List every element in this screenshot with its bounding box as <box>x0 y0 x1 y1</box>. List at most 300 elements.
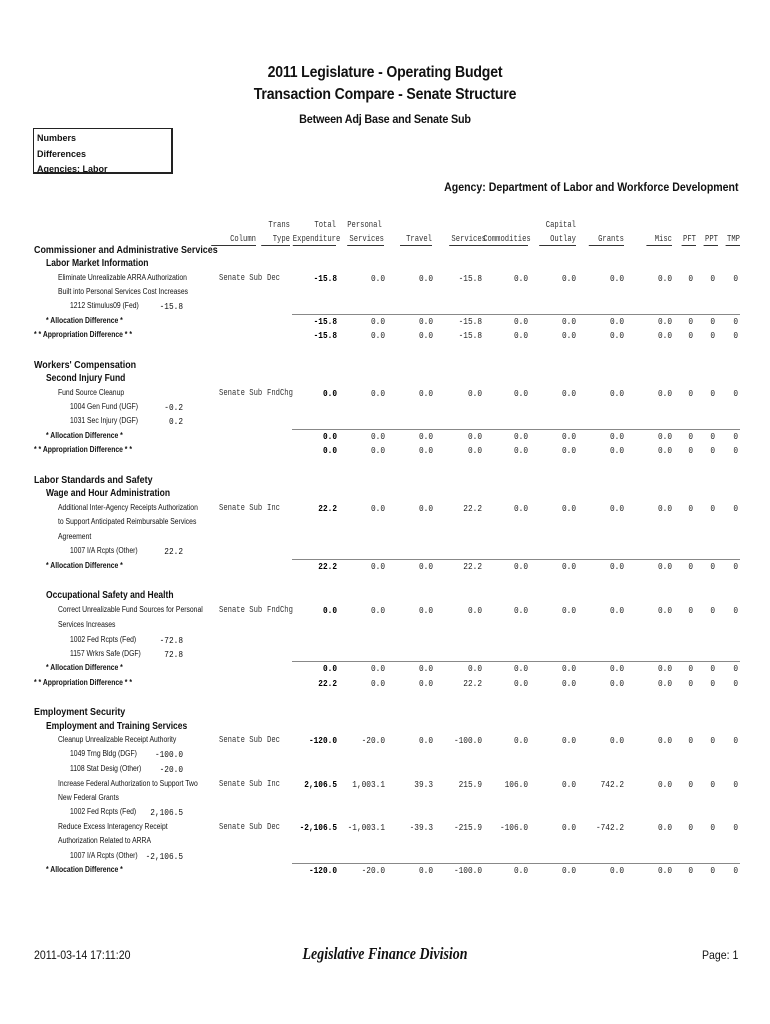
row-label: * Allocation Difference * <box>46 316 123 325</box>
value-pft: 0 <box>688 330 693 341</box>
value-commodities: 0.0 <box>513 388 528 399</box>
value-capital-outlay: 0.0 <box>561 865 576 876</box>
value-capital-outlay: 0.0 <box>561 445 576 456</box>
value-personal-services: 0.0 <box>370 663 385 674</box>
trans-type: FndChg <box>267 605 293 615</box>
value-misc: 0.0 <box>657 779 672 790</box>
value-services: -15.8 <box>458 273 482 284</box>
value-tmp: 0 <box>733 330 738 341</box>
section-heading-row <box>0 590 770 604</box>
row-label: Additional Inter-Agency Receipts Authorization <box>58 503 198 512</box>
value-commodities: -106.0 <box>499 822 528 833</box>
value-personal-services: 0.0 <box>370 605 385 616</box>
allocation-difference-row <box>0 865 770 879</box>
col-header-capital: Capital <box>545 220 576 230</box>
fund-source-amount: -0.2 <box>164 402 183 413</box>
value-personal-services: -20.0 <box>361 865 385 876</box>
value-capital-outlay: 0.0 <box>561 431 576 442</box>
value-commodities: 0.0 <box>513 503 528 514</box>
value-personal-services: 0.0 <box>370 561 385 572</box>
column-name: Senate Sub <box>219 605 263 615</box>
value-travel: 0.0 <box>418 316 433 327</box>
row-label: * * Appropriation Difference * * <box>34 445 132 454</box>
value-grants: 0.0 <box>609 605 624 616</box>
value-ppt: 0 <box>710 822 715 833</box>
value-grants: 0.0 <box>609 663 624 674</box>
value-grants: 0.0 <box>609 330 624 341</box>
transaction-row <box>0 287 770 301</box>
fund-source-amount: 22.2 <box>164 546 183 557</box>
value-commodities: 0.0 <box>513 605 528 616</box>
value-total: 0.0 <box>322 388 337 399</box>
value-ppt: 0 <box>710 316 715 327</box>
row-label: Employment and Training Services <box>46 721 188 732</box>
value-services: -215.9 <box>453 822 482 833</box>
row-label: 1002 Fed Rcpts (Fed) <box>70 635 137 644</box>
col-header-pft: PFT <box>683 234 696 244</box>
value-total: 0.0 <box>322 431 337 442</box>
section-heading-row <box>0 721 770 735</box>
value-pft: 0 <box>688 445 693 456</box>
value-misc: 0.0 <box>657 561 672 572</box>
value-capital-outlay: 0.0 <box>561 735 576 746</box>
value-misc: 0.0 <box>657 678 672 689</box>
value-services: -15.8 <box>458 330 482 341</box>
value-grants: 742.2 <box>600 779 624 790</box>
row-label: Workers' Compensation <box>34 359 137 371</box>
filter-line-agencies: Agencies: Labor <box>37 164 108 174</box>
value-total: 0.0 <box>322 663 337 674</box>
subtotal-rule <box>292 314 740 315</box>
row-label: Eliminate Unrealizable ARRA Authorization <box>58 273 187 282</box>
col-header-services2: Services <box>449 234 486 246</box>
value-personal-services: 0.0 <box>370 678 385 689</box>
value-grants: 0.0 <box>609 503 624 514</box>
value-commodities: 0.0 <box>513 273 528 284</box>
value-misc: 0.0 <box>657 822 672 833</box>
value-tmp: 0 <box>733 735 738 746</box>
row-label: Agreement <box>58 532 92 541</box>
value-tmp: 0 <box>733 431 738 442</box>
transaction-row <box>0 779 770 793</box>
subtotal-rule <box>292 661 740 662</box>
value-grants: 0.0 <box>609 561 624 572</box>
col-header-ppt: PPT <box>705 234 718 244</box>
value-misc: 0.0 <box>657 663 672 674</box>
value-total: -120.0 <box>308 735 337 746</box>
value-ppt: 0 <box>710 330 715 341</box>
value-grants: 0.0 <box>609 865 624 876</box>
agency-title: Agency: Department of Labor and Workforce Development <box>443 180 738 194</box>
value-commodities: 0.0 <box>513 561 528 572</box>
value-capital-outlay: 0.0 <box>561 561 576 572</box>
subtotal-rule <box>292 429 740 430</box>
transaction-row <box>0 822 770 836</box>
fund-source-amount: 0.2 <box>168 416 183 427</box>
value-tmp: 0 <box>733 273 738 284</box>
value-capital-outlay: 0.0 <box>561 822 576 833</box>
value-services: 22.2 <box>463 678 482 689</box>
col-header-personal: Personal <box>347 220 382 230</box>
value-tmp: 0 <box>733 779 738 790</box>
fund-source-amount: -2,106.5 <box>145 851 183 862</box>
transaction-row <box>0 503 770 517</box>
value-services: -100.0 <box>453 735 482 746</box>
value-misc: 0.0 <box>657 445 672 456</box>
section-heading-row <box>0 474 770 488</box>
allocation-difference-row <box>0 316 770 330</box>
row-label: 1031 Sec Injury (DGF) <box>70 416 139 425</box>
value-pft: 0 <box>688 865 693 876</box>
column-name: Senate Sub <box>219 735 263 745</box>
value-travel: 0.0 <box>418 735 433 746</box>
value-pft: 0 <box>688 431 693 442</box>
appropriation-difference-row <box>0 678 770 692</box>
value-grants: 0.0 <box>609 445 624 456</box>
fund-source-amount: -20.0 <box>159 764 183 775</box>
report-subtitle: Transaction Compare - Senate Structure <box>253 86 517 103</box>
value-tmp: 0 <box>733 445 738 456</box>
value-capital-outlay: 0.0 <box>561 663 576 674</box>
col-header-column: Column <box>211 234 256 246</box>
column-name: Senate Sub <box>219 822 263 832</box>
col-header-outlay: Outlay <box>539 234 576 246</box>
transaction-row <box>0 546 770 560</box>
value-commodities: 0.0 <box>513 330 528 341</box>
value-total: -2,106.5 <box>299 822 337 833</box>
section-heading-row <box>0 706 770 720</box>
value-tmp: 0 <box>733 561 738 572</box>
transaction-row <box>0 301 770 315</box>
row-label: 1049 Trng Bldg (DGF) <box>70 749 137 758</box>
value-services: -15.8 <box>458 316 482 327</box>
value-travel: 0.0 <box>418 503 433 514</box>
transaction-row <box>0 793 770 807</box>
row-label: Authorization Related to ARRA <box>58 836 151 845</box>
row-label: 1108 Stat Desig (Other) <box>70 764 142 773</box>
value-tmp: 0 <box>733 678 738 689</box>
value-total: 0.0 <box>322 605 337 616</box>
value-tmp: 0 <box>733 388 738 399</box>
transaction-row <box>0 749 770 763</box>
filter-line-differences: Differences <box>37 148 87 159</box>
value-misc: 0.0 <box>657 735 672 746</box>
row-label: Services Increases <box>58 620 116 629</box>
value-services: 0.0 <box>467 388 482 399</box>
trans-type: Dec <box>267 822 280 832</box>
value-grants: 0.0 <box>609 273 624 284</box>
section-heading-row <box>0 359 770 373</box>
row-label: 1157 Wrkrs Safe (DGF) <box>70 649 141 658</box>
value-tmp: 0 <box>733 865 738 876</box>
row-label: New Federal Grants <box>58 793 119 802</box>
transaction-row <box>0 532 770 546</box>
value-travel: 0.0 <box>418 865 433 876</box>
value-personal-services: 0.0 <box>370 316 385 327</box>
row-label: 1007 I/A Rcpts (Other) <box>70 546 138 555</box>
section-heading-row <box>0 244 770 258</box>
value-total: -120.0 <box>308 865 337 876</box>
value-grants: 0.0 <box>609 735 624 746</box>
row-label: * * Appropriation Difference * * <box>34 678 132 687</box>
trans-type: Dec <box>267 735 280 745</box>
value-misc: 0.0 <box>657 503 672 514</box>
value-services: -100.0 <box>453 865 482 876</box>
value-capital-outlay: 0.0 <box>561 678 576 689</box>
value-capital-outlay: 0.0 <box>561 779 576 790</box>
section-heading-row <box>0 373 770 387</box>
column-name: Senate Sub <box>219 503 263 513</box>
value-travel: 0.0 <box>418 605 433 616</box>
row-label: Employment Security <box>34 706 126 718</box>
value-pft: 0 <box>688 503 693 514</box>
value-total: -15.8 <box>313 330 337 341</box>
appropriation-difference-row <box>0 330 770 344</box>
fund-source-amount: -100.0 <box>154 749 183 760</box>
row-label: Cleanup Unrealizable Receipt Authority <box>58 735 177 744</box>
value-pft: 0 <box>688 316 693 327</box>
value-pft: 0 <box>688 273 693 284</box>
row-label: Reduce Excess Interagency Receipt <box>58 822 168 831</box>
value-services: 22.2 <box>463 561 482 572</box>
value-personal-services: 0.0 <box>370 445 385 456</box>
transaction-row <box>0 764 770 778</box>
row-label: * Allocation Difference * <box>46 663 123 672</box>
value-misc: 0.0 <box>657 431 672 442</box>
row-label: to Support Anticipated Reimbursable Services <box>58 517 197 526</box>
value-grants: 0.0 <box>609 431 624 442</box>
value-capital-outlay: 0.0 <box>561 388 576 399</box>
row-label: Correct Unrealizable Fund Sources for Personal <box>58 605 203 614</box>
value-personal-services: 0.0 <box>370 273 385 284</box>
row-label: * Allocation Difference * <box>46 431 123 440</box>
column-name: Senate Sub <box>219 388 263 398</box>
value-pft: 0 <box>688 822 693 833</box>
value-ppt: 0 <box>710 678 715 689</box>
value-ppt: 0 <box>710 503 715 514</box>
transaction-row <box>0 517 770 531</box>
value-pft: 0 <box>688 663 693 674</box>
row-label: Occupational Safety and Health <box>46 590 174 601</box>
value-total: 0.0 <box>322 445 337 456</box>
fund-source-amount: -15.8 <box>159 301 183 312</box>
transaction-row <box>0 735 770 749</box>
value-total: 22.2 <box>318 561 337 572</box>
value-services: 0.0 <box>467 663 482 674</box>
col-header-commodities: Commodities <box>483 234 531 244</box>
footer-timestamp: 2011-03-14 17:11:20 <box>34 948 131 962</box>
value-tmp: 0 <box>733 605 738 616</box>
value-pft: 0 <box>688 388 693 399</box>
value-commodities: 0.0 <box>513 678 528 689</box>
footer-page-number: Page: 1 <box>701 948 738 962</box>
value-pft: 0 <box>688 605 693 616</box>
value-personal-services: 1,003.1 <box>352 779 385 790</box>
filter-box <box>33 128 173 174</box>
trans-type: FndChg <box>267 388 293 398</box>
row-label: Commissioner and Administrative Services <box>34 244 218 256</box>
transaction-row <box>0 635 770 649</box>
value-tmp: 0 <box>733 822 738 833</box>
col-header-misc: Misc <box>646 234 672 246</box>
transaction-row <box>0 402 770 416</box>
row-label: 1007 I/A Rcpts (Other) <box>70 851 138 860</box>
transaction-row <box>0 388 770 402</box>
appropriation-difference-row <box>0 445 770 459</box>
value-travel: 0.0 <box>418 561 433 572</box>
row-label: 1004 Gen Fund (UGF) <box>70 402 139 411</box>
value-commodities: 0.0 <box>513 445 528 456</box>
trans-type: Dec <box>267 273 280 283</box>
fund-source-amount: 2,106.5 <box>150 807 183 818</box>
transaction-row <box>0 836 770 850</box>
section-heading-row <box>0 488 770 502</box>
row-label: 1002 Fed Rcpts (Fed) <box>70 807 137 816</box>
value-travel: 0.0 <box>418 330 433 341</box>
value-misc: 0.0 <box>657 865 672 876</box>
col-header-travel: Travel <box>400 234 432 246</box>
column-name: Senate Sub <box>219 273 263 283</box>
transaction-row <box>0 605 770 619</box>
col-header-services: Services <box>347 234 384 246</box>
value-travel: -39.3 <box>409 822 433 833</box>
value-personal-services: -20.0 <box>361 735 385 746</box>
transaction-row <box>0 273 770 287</box>
trans-type: Inc <box>267 503 280 513</box>
row-label: * * Appropriation Difference * * <box>34 330 132 339</box>
value-grants: 0.0 <box>609 388 624 399</box>
value-pft: 0 <box>688 561 693 572</box>
value-travel: 39.3 <box>414 779 433 790</box>
value-personal-services: 0.0 <box>370 503 385 514</box>
col-header-expenditure: Expenditure <box>292 234 341 244</box>
transaction-row <box>0 620 770 634</box>
value-services: 22.2 <box>463 503 482 514</box>
value-capital-outlay: 0.0 <box>561 316 576 327</box>
subtotal-rule <box>292 863 740 864</box>
value-commodities: 106.0 <box>504 779 528 790</box>
value-capital-outlay: 0.0 <box>561 273 576 284</box>
col-header-grants: Grants <box>589 234 624 246</box>
value-commodities: 0.0 <box>513 663 528 674</box>
value-grants: -742.2 <box>595 822 624 833</box>
value-pft: 0 <box>688 678 693 689</box>
col-header-total: Total <box>314 220 336 230</box>
allocation-difference-row <box>0 431 770 445</box>
row-label: Built into Personal Services Cost Increases <box>58 287 189 296</box>
value-services: 215.9 <box>458 779 482 790</box>
value-commodities: 0.0 <box>513 431 528 442</box>
row-label: 1212 Stimulus09 (Fed) <box>70 301 139 310</box>
value-services: 0.0 <box>467 605 482 616</box>
value-misc: 0.0 <box>657 330 672 341</box>
allocation-difference-row <box>0 561 770 575</box>
value-total: 22.2 <box>318 678 337 689</box>
row-label: Fund Source Cleanup <box>58 388 125 397</box>
row-label: Wage and Hour Administration <box>46 488 171 499</box>
row-label: * Allocation Difference * <box>46 561 123 570</box>
value-personal-services: 0.0 <box>370 388 385 399</box>
value-total: 2,106.5 <box>304 779 337 790</box>
value-pft: 0 <box>688 779 693 790</box>
row-label: * Allocation Difference * <box>46 865 123 874</box>
row-label: Increase Federal Authorization to Support Two <box>58 779 198 788</box>
value-ppt: 0 <box>710 561 715 572</box>
row-label: Second Injury Fund <box>46 373 126 384</box>
trans-type: Inc <box>267 779 280 789</box>
value-ppt: 0 <box>710 663 715 674</box>
value-total: 22.2 <box>318 503 337 514</box>
value-ppt: 0 <box>710 273 715 284</box>
filter-line-numbers: Numbers <box>37 133 77 143</box>
value-ppt: 0 <box>710 779 715 790</box>
value-personal-services: -1,003.1 <box>347 822 385 833</box>
value-misc: 0.0 <box>657 605 672 616</box>
value-travel: 0.0 <box>418 273 433 284</box>
value-commodities: 0.0 <box>513 735 528 746</box>
value-total: -15.8 <box>313 316 337 327</box>
row-label: Labor Standards and Safety <box>34 474 153 486</box>
col-header-type: Type <box>261 234 290 246</box>
transaction-row <box>0 416 770 430</box>
value-capital-outlay: 0.0 <box>561 330 576 341</box>
column-name: Senate Sub <box>219 779 263 789</box>
value-ppt: 0 <box>710 445 715 456</box>
subtotal-rule <box>292 559 740 560</box>
row-label: Labor Market Information <box>46 258 149 269</box>
value-commodities: 0.0 <box>513 316 528 327</box>
value-travel: 0.0 <box>418 388 433 399</box>
value-ppt: 0 <box>710 605 715 616</box>
section-heading-row <box>0 258 770 272</box>
value-ppt: 0 <box>710 431 715 442</box>
value-services: 0.0 <box>467 445 482 456</box>
value-travel: 0.0 <box>418 445 433 456</box>
value-personal-services: 0.0 <box>370 431 385 442</box>
value-tmp: 0 <box>733 663 738 674</box>
fund-source-amount: -72.8 <box>159 635 183 646</box>
value-travel: 0.0 <box>418 663 433 674</box>
value-travel: 0.0 <box>418 431 433 442</box>
value-tmp: 0 <box>733 503 738 514</box>
value-grants: 0.0 <box>609 678 624 689</box>
value-total: -15.8 <box>313 273 337 284</box>
value-travel: 0.0 <box>418 678 433 689</box>
col-header-tmp: TMP <box>727 234 740 244</box>
value-services: 0.0 <box>467 431 482 442</box>
fund-source-amount: 72.8 <box>164 649 183 660</box>
value-misc: 0.0 <box>657 316 672 327</box>
value-commodities: 0.0 <box>513 865 528 876</box>
value-ppt: 0 <box>710 388 715 399</box>
value-personal-services: 0.0 <box>370 330 385 341</box>
value-capital-outlay: 0.0 <box>561 605 576 616</box>
value-capital-outlay: 0.0 <box>561 503 576 514</box>
report-compare: Between Adj Base and Senate Sub <box>299 112 471 126</box>
value-ppt: 0 <box>710 865 715 876</box>
value-grants: 0.0 <box>609 316 624 327</box>
value-pft: 0 <box>688 735 693 746</box>
col-header-trans: Trans <box>268 220 290 230</box>
footer-division: Legislative Finance Division <box>302 944 468 963</box>
allocation-difference-row <box>0 663 770 677</box>
transaction-row <box>0 807 770 821</box>
value-misc: 0.0 <box>657 273 672 284</box>
report-title: 2011 Legislature - Operating Budget <box>267 64 503 81</box>
value-tmp: 0 <box>733 316 738 327</box>
value-misc: 0.0 <box>657 388 672 399</box>
value-ppt: 0 <box>710 735 715 746</box>
